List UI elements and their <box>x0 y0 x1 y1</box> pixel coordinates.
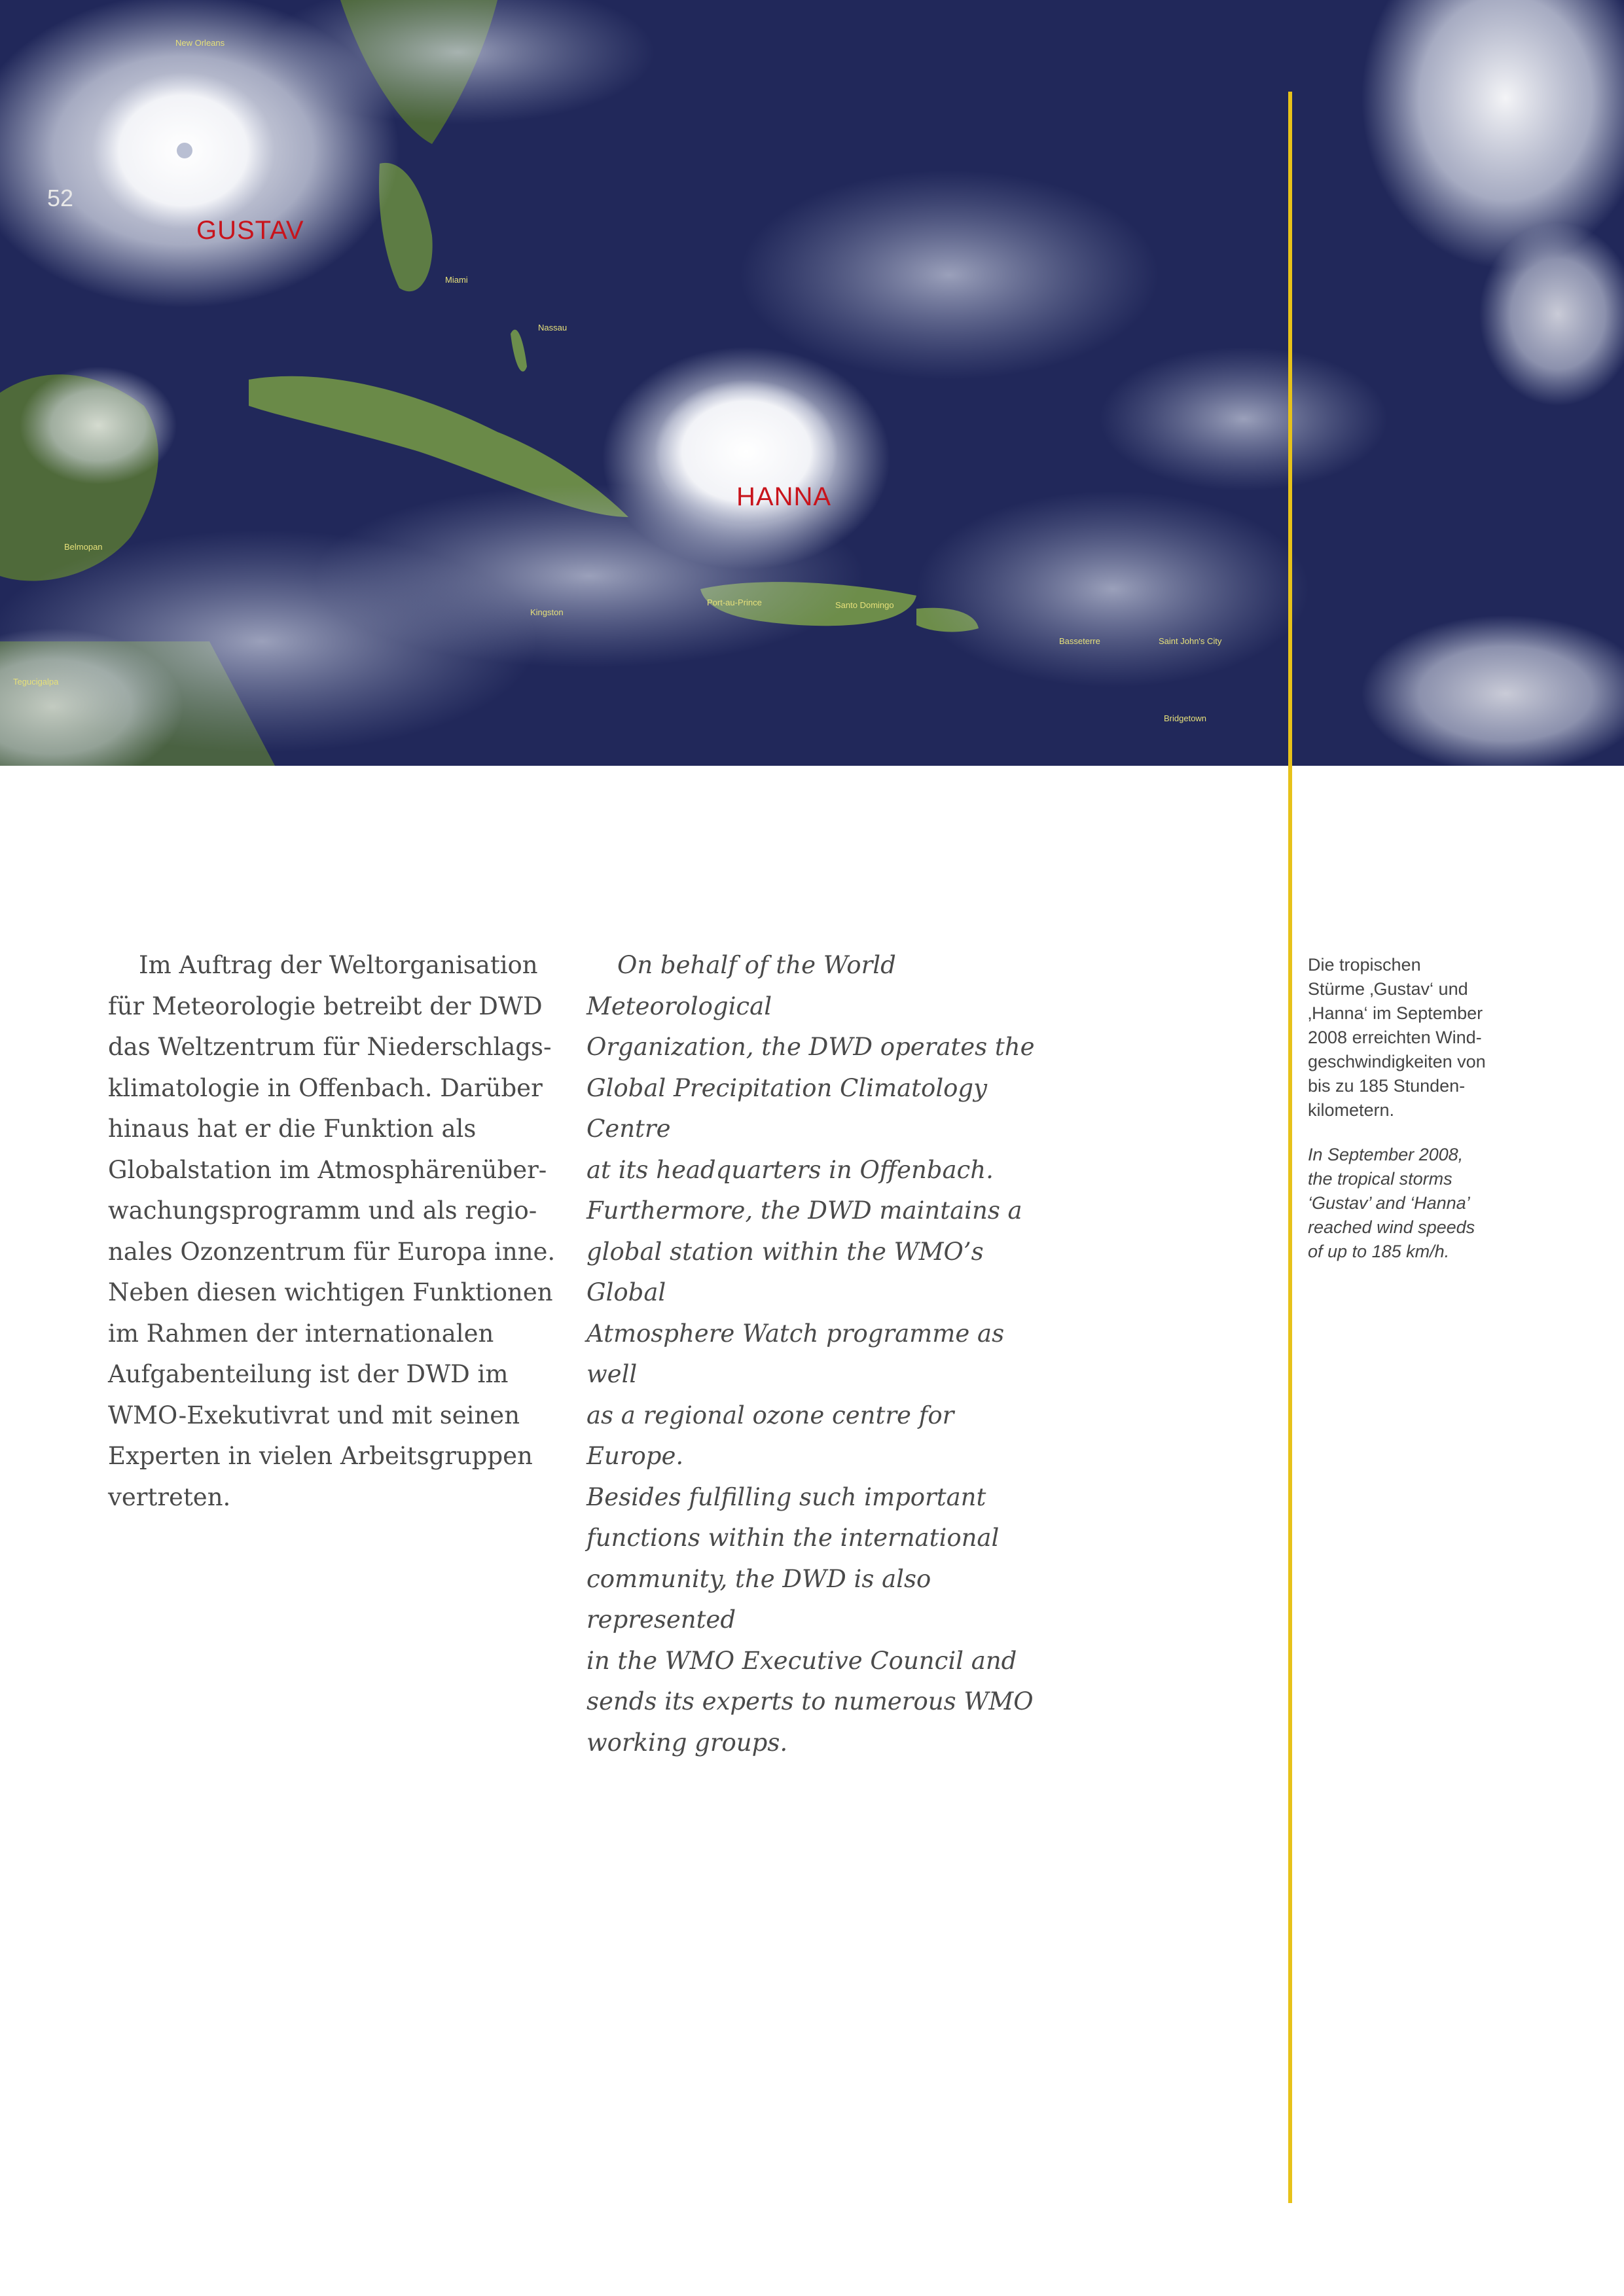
map-label-saint-johns: Saint John's City <box>1159 636 1222 646</box>
caption-german: Die tropischen Stürme ‚Gustav‘ und ‚Hanna‘ im September 2008 erreichten Wind- geschwindigkeiten von bis zu 185 Stunden- kilometern. <box>1308 955 1486 1120</box>
body-text-german: Im Auftrag der Weltorganisation für Meteorologie betreibt der DWD das Weltzentrum für Niederschlags- klimatologie in Offenbach. Darüber hinaus hat er die Funktion als Globalstation im Atmosphärenüber- wachungsprogramm und als regio- nales Ozonzentrum für Europa inne. Neben diesen wichtigen Funktionen im Rahmen der internationalen Aufgabenteilung ist der DWD im WMO-Exekutivrat und mit seinen Experten in vielen Arbeitsgruppen vertreten. <box>108 951 556 1511</box>
map-label-miami: Miami <box>445 275 468 285</box>
map-label-bridgetown: Bridgetown <box>1164 713 1207 723</box>
map-label-kingston: Kingston <box>530 607 564 617</box>
map-label-nassau: Nassau <box>538 323 568 332</box>
map-label-santo-domingo: Santo Domingo <box>835 600 894 610</box>
map-label-tegucigalpa: Tegucigalpa <box>13 677 59 687</box>
storm-label-hanna: HANNA <box>736 482 832 511</box>
map-label-port-au-prince: Port-au-Prince <box>707 598 762 607</box>
accent-vertical-rule <box>1288 92 1292 2203</box>
satellite-image <box>0 0 1624 766</box>
caption-english: In September 2008, the tropical storms ‘Gustav’ and ‘Hanna’ reached wind speeds of up to 185 km/h. <box>1308 1145 1475 1261</box>
page-number: 52 <box>47 185 74 211</box>
map-label-belmopan: Belmopan <box>64 542 103 552</box>
map-label-new-orleans: New Orleans <box>175 38 225 48</box>
body-text-english: On behalf of the World Meteorological Organization, the DWD operates the Global Precipitation Climatology Centre at its headquarters in Offenbach. Furthermore, the DWD maintains a global station within the WMO’s Global Atmosphere Watch programme as well as a regional ozone centre for Europe. Besides fulfilling such important functions within the international community, the DWD is also represented in the WMO Executive Council and sends its experts to numerous WMO working groups. <box>586 951 1035 1757</box>
storm-label-gustav: GUSTAV <box>196 216 304 245</box>
map-label-basseterre: Basseterre <box>1059 636 1100 646</box>
